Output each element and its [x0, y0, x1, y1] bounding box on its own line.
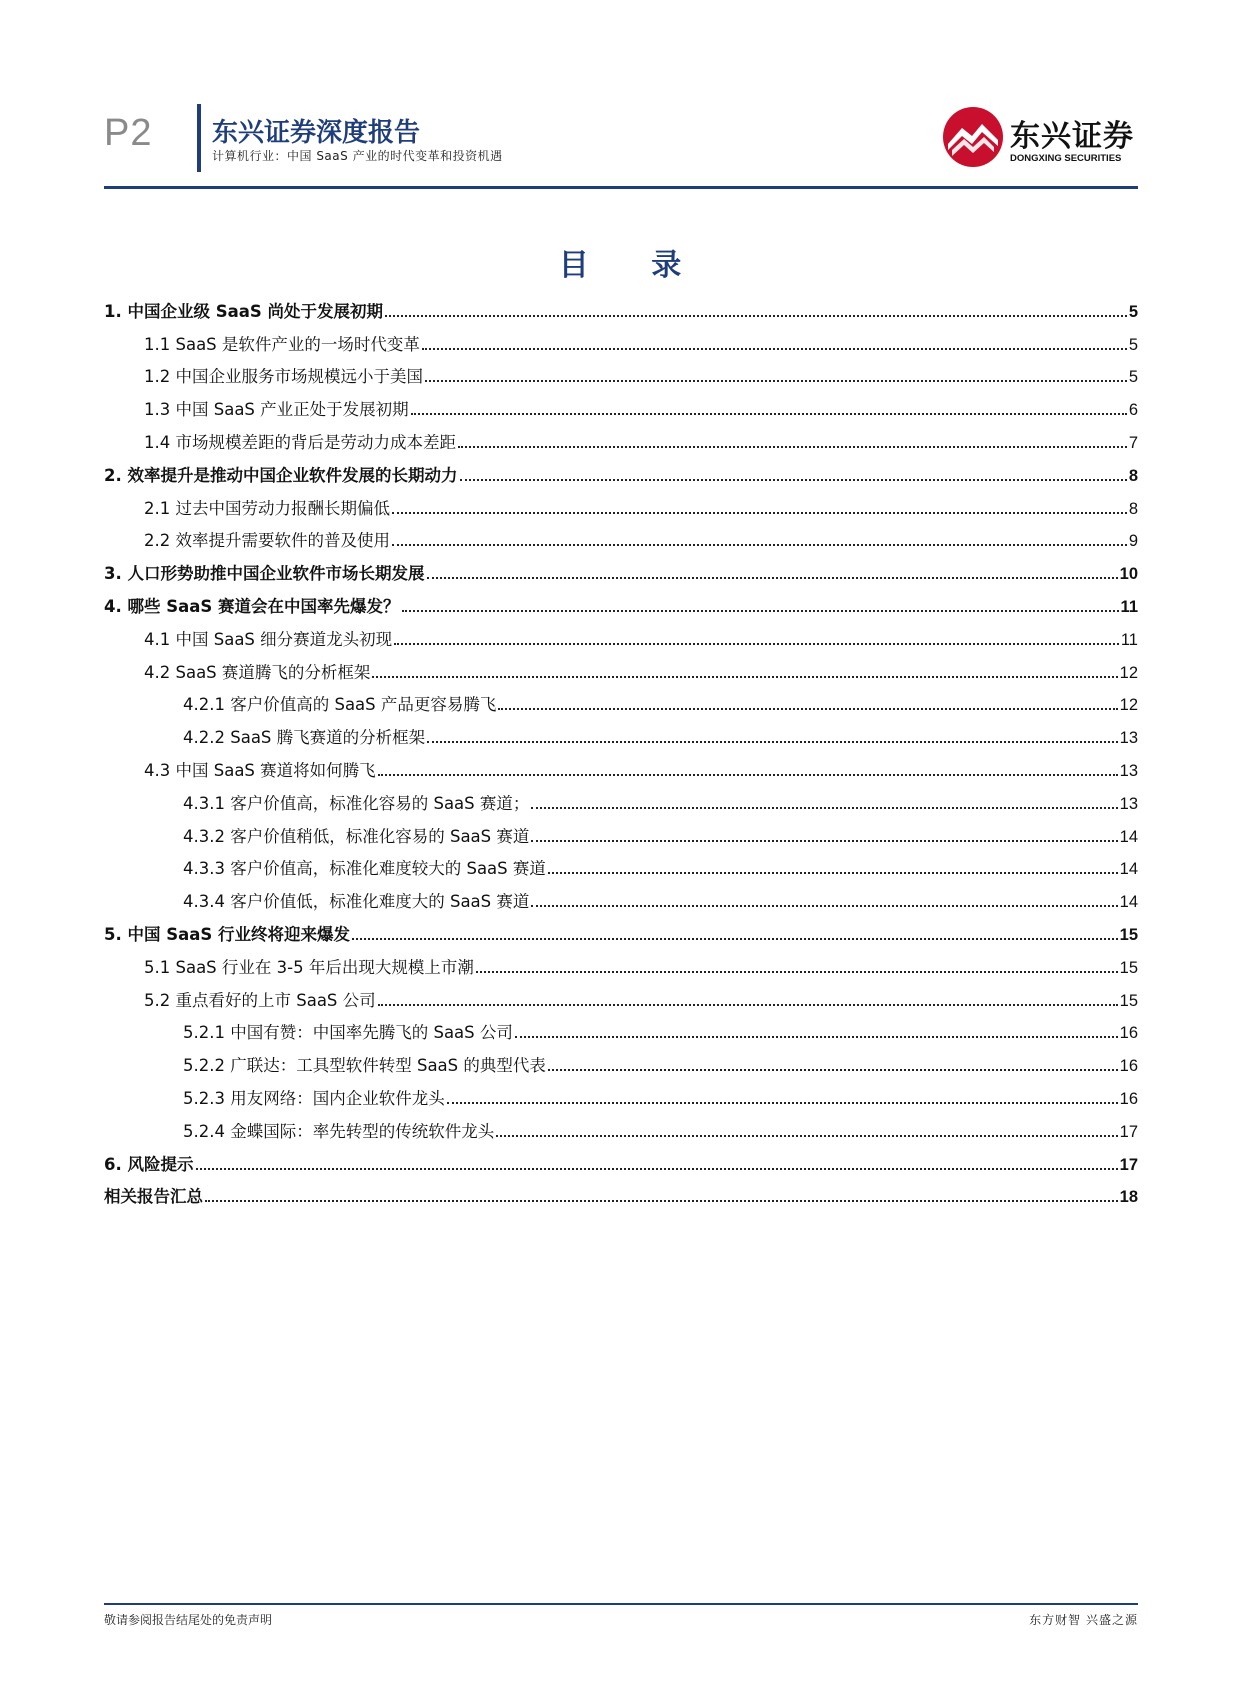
toc-entry-title: 5.2.2 广联达：工具型软件转型 SaaS 的典型代表	[183, 1056, 546, 1076]
toc-entry-page: 10	[1119, 565, 1138, 584]
company-logo	[942, 106, 1138, 170]
toc-entry-page: 7	[1128, 433, 1138, 452]
toc-entry-title: 5.1 SaaS 行业在 3-5 年后出现大规模上市潮	[144, 957, 474, 977]
toc-entry-title: 4.2.2 SaaS 腾飞赛道的分析框架	[183, 728, 426, 748]
toc-entry-title: 1.2 中国企业服务市场规模远小于美国	[144, 367, 423, 387]
toc-entry-page: 12	[1119, 696, 1138, 715]
toc-entry-page: 17	[1119, 1122, 1138, 1141]
toc-entry-page: 5	[1128, 302, 1138, 321]
toc-dot-leader	[548, 1069, 1118, 1071]
table-of-contents	[104, 292, 1138, 1210]
toc-entry-page: 16	[1119, 1089, 1138, 1108]
toc-dot-leader	[205, 1200, 1118, 1202]
toc-entry-title: 4.2.1 客户价值高的 SaaS 产品更容易腾飞	[183, 695, 497, 715]
toc-dot-leader	[352, 938, 1118, 940]
toc-entry-page: 15	[1119, 991, 1138, 1010]
footer-disclaimer: 敬请参阅报告结尾处的免责声明	[104, 1613, 273, 1627]
toc-dot-leader	[411, 413, 1127, 415]
toc-dot-leader	[498, 708, 1117, 710]
toc-dot-leader	[425, 380, 1127, 382]
toc-entry-page: 5	[1128, 368, 1138, 387]
toc-dot-leader	[531, 840, 1117, 842]
toc-entry[interactable]	[104, 981, 1138, 1014]
toc-entry[interactable]	[104, 718, 1138, 751]
toc-entry-title: 4. 哪些 SaaS 赛道会在中国率先爆发？	[104, 596, 400, 616]
toc-dot-leader	[531, 905, 1117, 907]
toc-entry[interactable]	[104, 358, 1138, 391]
toc-dot-leader	[531, 807, 1117, 809]
toc-dot-leader	[372, 676, 1117, 678]
toc-entry[interactable]	[104, 489, 1138, 522]
logo-mark-icon	[942, 106, 1004, 168]
toc-entry-page: 18	[1119, 1188, 1138, 1207]
toc-entry[interactable]	[104, 390, 1138, 423]
toc-entry-title: 2.1 过去中国劳动力报酬长期偏低	[144, 498, 390, 518]
toc-entry-title: 1. 中国企业级 SaaS 尚处于发展初期	[104, 301, 384, 321]
page-header	[104, 100, 1138, 190]
toc-entry-title: 相关报告汇总	[104, 1187, 203, 1207]
toc-dot-leader	[422, 348, 1127, 350]
toc-entry-title: 4.1 中国 SaaS 细分赛道龙头初现	[144, 629, 393, 649]
toc-entry-page: 5	[1128, 335, 1138, 354]
toc-entry-page: 14	[1119, 860, 1138, 879]
toc-dot-leader	[402, 610, 1119, 612]
toc-entry[interactable]	[104, 587, 1138, 620]
toc-dot-leader	[427, 741, 1117, 743]
toc-entry[interactable]	[104, 522, 1138, 555]
toc-dot-leader	[460, 479, 1127, 481]
toc-title: 目 录	[558, 248, 708, 283]
toc-entry-title: 5. 中国 SaaS 行业终将迎来爆发	[104, 924, 351, 944]
toc-entry-page: 15	[1119, 958, 1138, 977]
toc-entry[interactable]	[104, 554, 1138, 587]
toc-entry[interactable]	[104, 948, 1138, 981]
toc-entry-page: 13	[1119, 794, 1138, 813]
toc-dot-leader	[394, 643, 1119, 645]
toc-dot-leader	[458, 446, 1127, 448]
toc-entry-page: 9	[1128, 532, 1138, 551]
footer-rule	[104, 1603, 1138, 1605]
toc-entry[interactable]	[104, 915, 1138, 948]
logo-english-name: DONGXING SECURITIES	[1010, 153, 1122, 164]
toc-entry-title: 4.3.4 客户价值低，标准化难度大的 SaaS 赛道	[183, 892, 530, 912]
toc-entry-page: 16	[1119, 1024, 1138, 1043]
toc-entry[interactable]	[104, 882, 1138, 915]
toc-entry-page: 14	[1119, 827, 1138, 846]
toc-entry-title: 5.2 重点看好的上市 SaaS 公司	[144, 990, 376, 1010]
toc-entry[interactable]	[104, 686, 1138, 719]
report-title: 东兴证券深度报告	[212, 118, 421, 148]
toc-entry[interactable]	[104, 1014, 1138, 1047]
toc-dot-leader	[447, 1102, 1118, 1104]
toc-entry-title: 3. 人口形势助推中国企业软件市场长期发展	[104, 564, 425, 584]
toc-entry[interactable]	[104, 1178, 1138, 1211]
toc-entry-title: 4.3 中国 SaaS 赛道将如何腾飞	[144, 760, 376, 780]
toc-dot-leader	[196, 1168, 1118, 1170]
toc-entry-title: 5.2.1 中国有赞：中国率先腾飞的 SaaS 公司	[183, 1023, 513, 1043]
toc-entry-title: 4.3.1 客户价值高，标准化容易的 SaaS 赛道；	[183, 793, 530, 813]
toc-dot-leader	[392, 512, 1127, 514]
toc-entry-title: 5.2.3 用友网络：国内企业软件龙头	[183, 1088, 445, 1108]
report-subtitle: 计算机行业：中国 SaaS 产业的时代变革和投资机遇	[212, 149, 503, 163]
toc-entry-page: 8	[1128, 466, 1138, 485]
toc-dot-leader	[385, 315, 1127, 317]
toc-entry-title: 6. 风险提示	[104, 1154, 194, 1174]
toc-entry-page: 11	[1120, 597, 1138, 616]
toc-entry[interactable]	[104, 325, 1138, 358]
toc-entry-title: 1.4 市场规模差距的背后是劳动力成本差距	[144, 432, 456, 452]
toc-entry[interactable]	[104, 1046, 1138, 1079]
toc-entry[interactable]	[104, 850, 1138, 883]
toc-entry[interactable]	[104, 292, 1138, 325]
toc-entry-page: 8	[1128, 499, 1138, 518]
toc-entry-page: 17	[1119, 1155, 1138, 1174]
toc-entry-title: 4.3.3 客户价值高，标准化难度较大的 SaaS 赛道	[183, 859, 546, 879]
toc-dot-leader	[378, 1004, 1118, 1006]
toc-entry-page: 13	[1119, 761, 1138, 780]
page-number: P2	[104, 112, 153, 154]
toc-entry[interactable]	[104, 1145, 1138, 1178]
toc-entry-page: 6	[1128, 401, 1138, 420]
toc-entry-title: 4.3.2 客户价值稍低，标准化容易的 SaaS 赛道	[183, 826, 530, 846]
toc-entry-title: 2.2 效率提升需要软件的普及使用	[144, 531, 390, 551]
header-rule	[104, 186, 1138, 189]
toc-entry-page: 12	[1119, 663, 1138, 682]
toc-dot-leader	[378, 774, 1118, 776]
toc-dot-leader	[392, 544, 1127, 546]
toc-entry-title: 1.3 中国 SaaS 产业正处于发展初期	[144, 400, 409, 420]
toc-entry-page: 13	[1119, 729, 1138, 748]
header-divider	[197, 104, 201, 172]
toc-entry-title: 4.2 SaaS 赛道腾飞的分析框架	[144, 662, 371, 682]
toc-dot-leader	[548, 872, 1118, 874]
toc-entry[interactable]	[104, 1079, 1138, 1112]
toc-dot-leader	[476, 971, 1118, 973]
toc-entry-title: 5.2.4 金蝶国际：率先转型的传统软件龙头	[183, 1121, 495, 1141]
toc-entry[interactable]	[104, 620, 1138, 653]
toc-entry[interactable]	[104, 456, 1138, 489]
toc-entry-page: 15	[1119, 925, 1138, 944]
toc-entry[interactable]	[104, 817, 1138, 850]
logo-chinese-name: 东兴证券	[1010, 119, 1134, 154]
toc-entry-page: 11	[1120, 630, 1138, 649]
toc-entry[interactable]	[104, 653, 1138, 686]
toc-dot-leader	[496, 1135, 1117, 1137]
toc-dot-leader	[515, 1036, 1118, 1038]
toc-entry[interactable]	[104, 751, 1138, 784]
toc-entry-title: 2. 效率提升是推动中国企业软件发展的长期动力	[104, 465, 458, 485]
footer-slogan: 东方财智 兴盛之源	[1029, 1613, 1138, 1627]
toc-entry-page: 16	[1119, 1057, 1138, 1076]
toc-entry[interactable]	[104, 1112, 1138, 1145]
toc-entry[interactable]	[104, 784, 1138, 817]
toc-entry[interactable]	[104, 423, 1138, 456]
toc-dot-leader	[427, 577, 1118, 579]
toc-entry-page: 14	[1119, 893, 1138, 912]
toc-entry-title: 1.1 SaaS 是软件产业的一场时代变革	[144, 334, 420, 354]
